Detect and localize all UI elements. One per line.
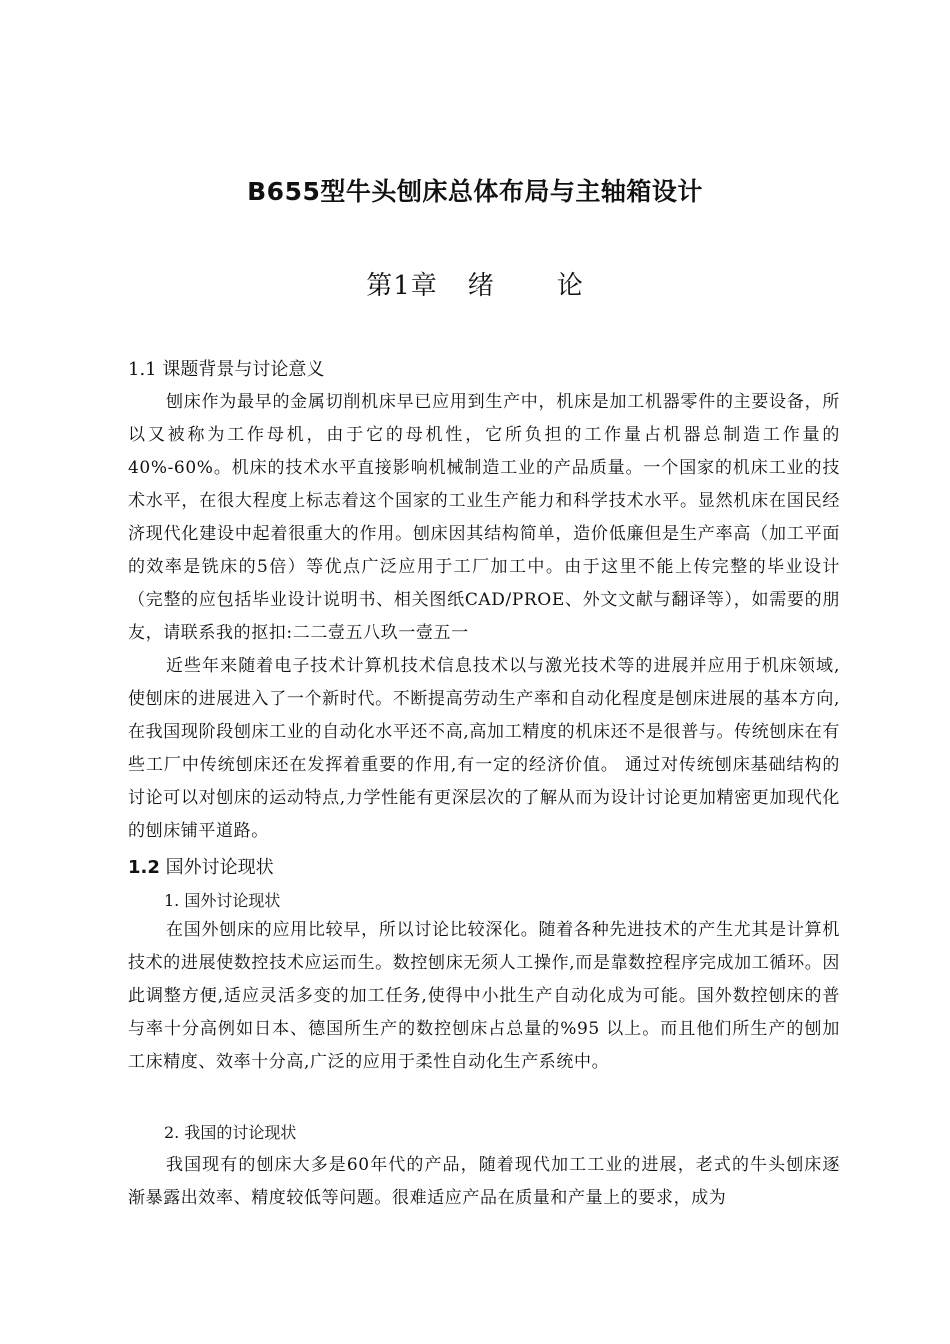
paragraph: 近些年来随着电子技术计算机技术信息技术以与激光技术等的进展并应用于机床领域,使刨床的进展进入了一个新时代。不断提高劳动生产率和自动化程度是刨床进展的基本方向,在我国现阶段刨床工业的自动化水平还不高,高加工精度的机床还不是很普与。传统刨床在有些工厂中传统刨床还在发挥着重要的作用,有一定的经济价值。 通过对传统刨床基础结构的讨论可以对刨床的运动特点,力学性能有更深层次的了解从而为设计讨论更加精密更加现代化的刨床铺平道路。 <box>128 656 840 841</box>
section-1-1-body <box>128 386 840 848</box>
subsection-heading-1: 1. 国外讨论现状 <box>164 891 281 910</box>
section-number: 1.2 <box>128 857 160 878</box>
subsection-1-body <box>128 914 840 1079</box>
section-title: 课题背景与讨论意义 <box>162 359 325 380</box>
chapter-word-1: 绪 <box>467 271 495 301</box>
section-title: 国外讨论现状 <box>165 857 274 878</box>
paragraph: 刨床作为最早的金属切削机床早已应用到生产中，机床是加工机器零件的主要设备，所以又被称为工作母机，由于它的母机性，它所负担的工作量占机器总制造工作量的40%-60%。机床的技术水平直接影响机械制造工业的产品质量。一个国家的机床工业的技术水平，在很大程度上标志着这个国家的工业生产能力和科学技术水平。显然机床在国民经济现代化建设中起着很重大的作用。刨床因其结构简单，造价低廉但是生产率高（加工平面的效率是铣床的5倍）等优点广泛应用于工厂加工中。由于这里不能上传完整的毕业设计（完整的应包括毕业设计说明书、相关图纸CAD/PROE、外文文献与翻译等），如需要的朋友，请联系我的抠扣:二二壹五八玖一壹五一 <box>128 392 840 643</box>
chapter-word-2: 论 <box>556 271 584 301</box>
paragraph: 在国外刨床的应用比较早，所以讨论比较深化。随着各种先进技术的产生尤其是计算机技术的进展使数控技术应运而生。数控刨床无须人工操作,而是靠数控程序完成加工循环。因此调整方便,适应灵活多变的加工任务,使得中小批生产自动化成为可能。国外数控刨床的普与率十分高例如日本、德国所生产的数控刨床占总量的%95 以上。而且他们所生产的刨加工床精度、效率十分高,广泛的应用于柔性自动化生产系统中。 <box>128 920 840 1072</box>
chapter-label: 第1章 <box>366 271 438 301</box>
section-heading-1-1 <box>128 353 840 386</box>
paragraph: 我国现有的刨床大多是60年代的产品，随着现代加工工业的进展，老式的牛头刨床逐渐暴露出效率、精度较低等问题。很难适应产品在质量和产量上的要求，成为 <box>128 1155 840 1208</box>
section-number: 1.1 <box>128 359 157 380</box>
section-heading-1-2 <box>128 851 840 884</box>
document-title: B655型牛头刨床总体布局与主轴箱设计 <box>247 177 703 206</box>
chapter-title <box>0 268 950 304</box>
subsection-2-body <box>128 1149 840 1215</box>
subsection-heading-2: 2. 我国的讨论现状 <box>164 1123 297 1142</box>
